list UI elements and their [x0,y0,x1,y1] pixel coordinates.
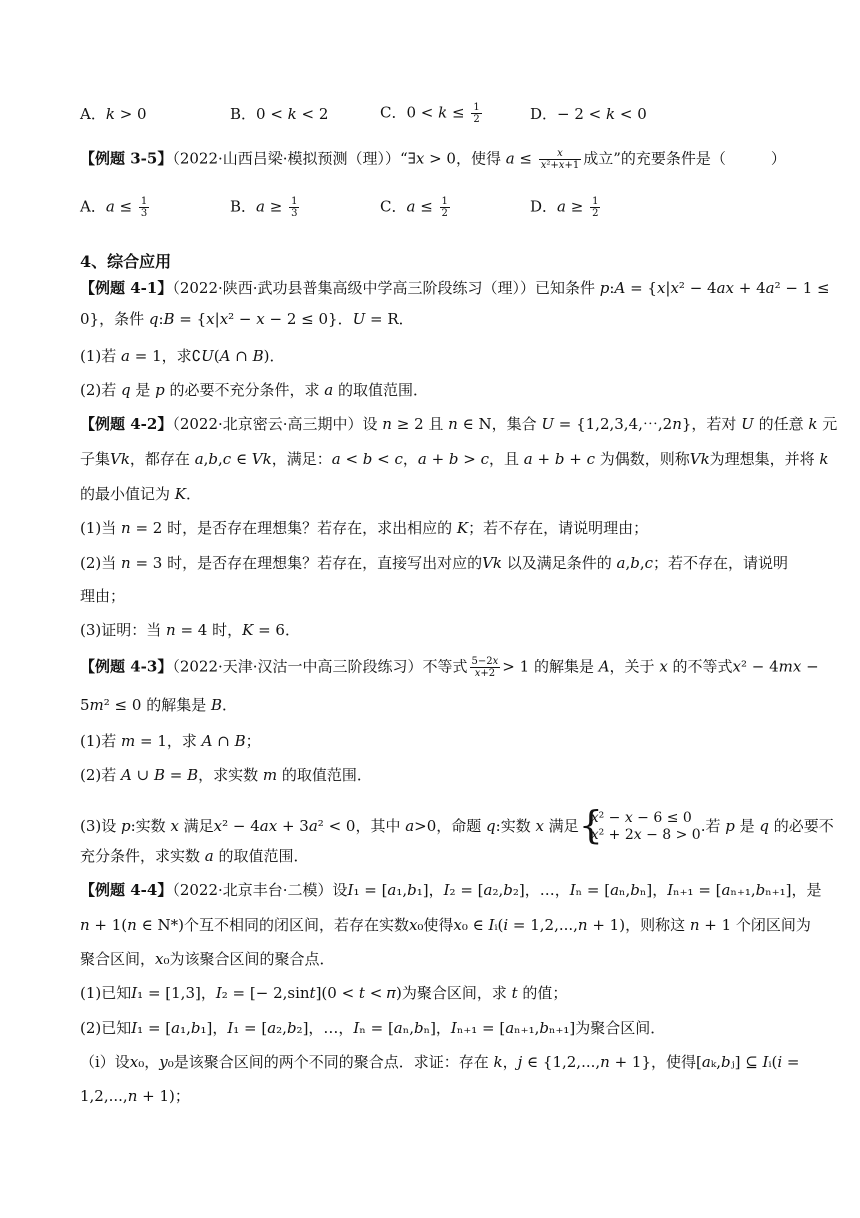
example-4-4-line: 1,2,...,𝑛 + 1)； [80,1087,190,1105]
option-b: B．𝑎 ≥ $\frac{1}{3}$ [230,196,298,219]
example-4-2-line: 理由； [80,587,126,605]
example-4-3-line: 【例题 4-3】（2022·天津·汉沽一中高三阶段练习）不等式 $\frac{\text{5−2𝑥}}{\text{𝑥+2}}$ > 1 的解集是 𝐴，关于 𝑥 的不等式𝑥² − 4𝑚𝑥 − [80,656,819,679]
example-4-1-line: 0}，条件 𝑞:𝐵 = {𝑥|𝑥² − 𝑥 − 2 ≤ 0}．𝑈 = R． [80,310,414,328]
example-4-4-line: (2)已知𝐼₁ = [𝑎₁,𝑏₁]，𝐼₁ = [𝑎₂,𝑏₂]，…，𝐼ₙ = [𝑎ₙ,𝑏ₙ]，𝐼ₙ₊₁ = [𝑎ₙ₊₁,𝑏ₙ₊₁]为聚合区间． [80,1019,666,1037]
option-a: A．𝑘 > 0 [80,105,147,123]
example-4-4-line: 𝑛 + 1(𝑛 ∈ N*)个互不相同的闭区间，若存在实数𝑥₀使得𝑥₀ ∈ 𝐼ᵢ(𝑖 = 1,2,...,𝑛 + 1)，则称这 𝑛 + 1 个闭区间为 [80,916,811,934]
fraction: $\frac{1}{2}$ [592,196,599,219]
example-4-2-line: 的最小值记为 𝐾． [80,485,201,503]
section-title: 4、综合应用 [80,252,172,271]
fraction: $\frac{1}{2}$ [441,196,448,219]
option-d: D．− 2 < 𝑘 < 0 [530,105,647,123]
example-4-4-line: 【例题 4-4】（2022·北京丰台·二模）设𝐼₁ = [𝑎₁,𝑏₁]，𝐼₂ = [𝑎₂,𝑏₂]，…，𝐼ₙ = [𝑎ₙ,𝑏ₙ]，𝐼ₙ₊₁ = [𝑎ₙ₊₁,𝑏ₙ₊₁]，是 [80,881,822,899]
example-4-4-line: （ⅰ）设𝑥₀，𝑦₀是该聚合区间的两个不同的聚合点．求证：存在 𝑘，𝑗 ∈ {1,2,...,𝑛 + 1}，使得[𝑎ₖ,𝑏ⱼ] ⊆ 𝐼ᵢ(𝑖 = [80,1053,800,1071]
example-4-2-line: (3)证明：当 𝑛 = 4 时，𝐾 = 6． [80,621,300,639]
fraction: $\frac{1}{3}$ [140,196,148,219]
example-4-3-line: (1)若 𝑚 = 1，求 𝐴 ∩ 𝐵； [80,732,261,750]
fraction: $\frac{1}{2}$ [473,102,480,125]
example-4-3-line: 充分条件，求实数 𝑎 的取值范围． [80,847,309,865]
example-4-2-line: 【例题 4-2】（2022·北京密云·高三期中）设 𝑛 ≥ 2 且 𝑛 ∈ N，集合 𝑈 = {1,2,3,4,⋯,2𝑛}，若对 𝑈 的任意 𝑘 元 [80,415,838,433]
example-4-3-line: (3)设 𝑝:实数 𝑥 满足𝑥² − 4𝑎𝑥 + 3𝑎² < 0，其中 𝑎>0，命题 𝑞:实数 𝑥 满足 { 𝑥² − 𝑥 − 6 ≤ 0 𝑥² + 2𝑥 − 8 > 0 .若 𝑝 是 𝑞 的必要不 [80,810,780,844]
example-4-2-line: (2)当 𝑛 = 3 时，是否存在理想集？若存在，直接写出对应的𝑉𝑘 以及满足条件的 𝑎,𝑏,𝑐；若不存在，请说明 [80,554,789,572]
example-4-2-line: 子集𝑉𝑘，都存在 𝑎,𝑏,𝑐 ∈ 𝑉𝑘，满足：𝑎 < 𝑏 < 𝑐，𝑎 + 𝑏 > 𝑐，且 𝑎 + 𝑏 + 𝑐 为偶数，则称𝑉𝑘为理想集，并将 𝑘 [80,450,829,468]
option-b: B．0 < 𝑘 < 2 [230,105,329,123]
fraction: $\frac{1}{3}$ [291,196,298,219]
example-3-5-stem: 【例题 3-5】（2022·山西吕梁·模拟预测（理））“∃𝑥 > 0，使得 𝑎 ≤ $\frac{\text{𝑥}}{\text{𝑥²+𝑥+1}}$ 成立”的充要条件是（ ） [80,148,786,171]
option-c: C．0 < 𝑘 ≤ $\frac{1}{2}$ [380,102,480,125]
fraction: $\frac{\text{𝑥}}{\text{𝑥²+𝑥+1}}$ [540,148,580,171]
example-4-4-line: (1)已知𝐼₁ = [1,3]，𝐼₂ = [− 2,sin𝑡](0 < 𝑡 < 𝜋)为聚合区间，求 𝑡 的值； [80,984,568,1002]
fraction: $\frac{\text{5−2𝑥}}{\text{𝑥+2}}$ [471,656,499,679]
example-4-1-line: 【例题 4-1】（2022·陕西·武功县普集高级中学高三阶段练习（理））已知条件 𝑝:𝐴 = {𝑥|𝑥² − 4𝑎𝑥 + 4𝑎² − 1 ≤ [80,279,830,297]
option-d: D．𝑎 ≥ $\frac{1}{2}$ [530,196,599,219]
example-4-3-line: (2)若 𝐴 ∪ 𝐵 = 𝐵，求实数 𝑚 的取值范围． [80,766,372,784]
example-4-1-line: (1)若 𝑎 = 1，求∁𝑈(𝐴 ∩ 𝐵)． [80,347,285,365]
equation-system: { 𝑥² − 𝑥 − 6 ≤ 0 𝑥² + 2𝑥 − 8 > 0 [581,810,701,844]
example-4-4-line: 聚合区间，𝑥₀为该聚合区间的聚合点． [80,950,335,968]
option-c: C．𝑎 ≤ $\frac{1}{2}$ [380,196,448,219]
example-4-2-line: (1)当 𝑛 = 2 时，是否存在理想集？若存在，求出相应的 𝐾；若不存在，请说明理由； [80,519,649,537]
example-4-1-line: (2)若 𝑞 是 𝑝 的必要不充分条件，求 𝑎 的取值范围． [80,381,429,399]
example-4-3-line: 5𝑚² ≤ 0 的解集是 𝐵． [80,696,237,714]
option-a: A．𝑎 ≤ $\frac{1}{3}$ [80,196,148,219]
